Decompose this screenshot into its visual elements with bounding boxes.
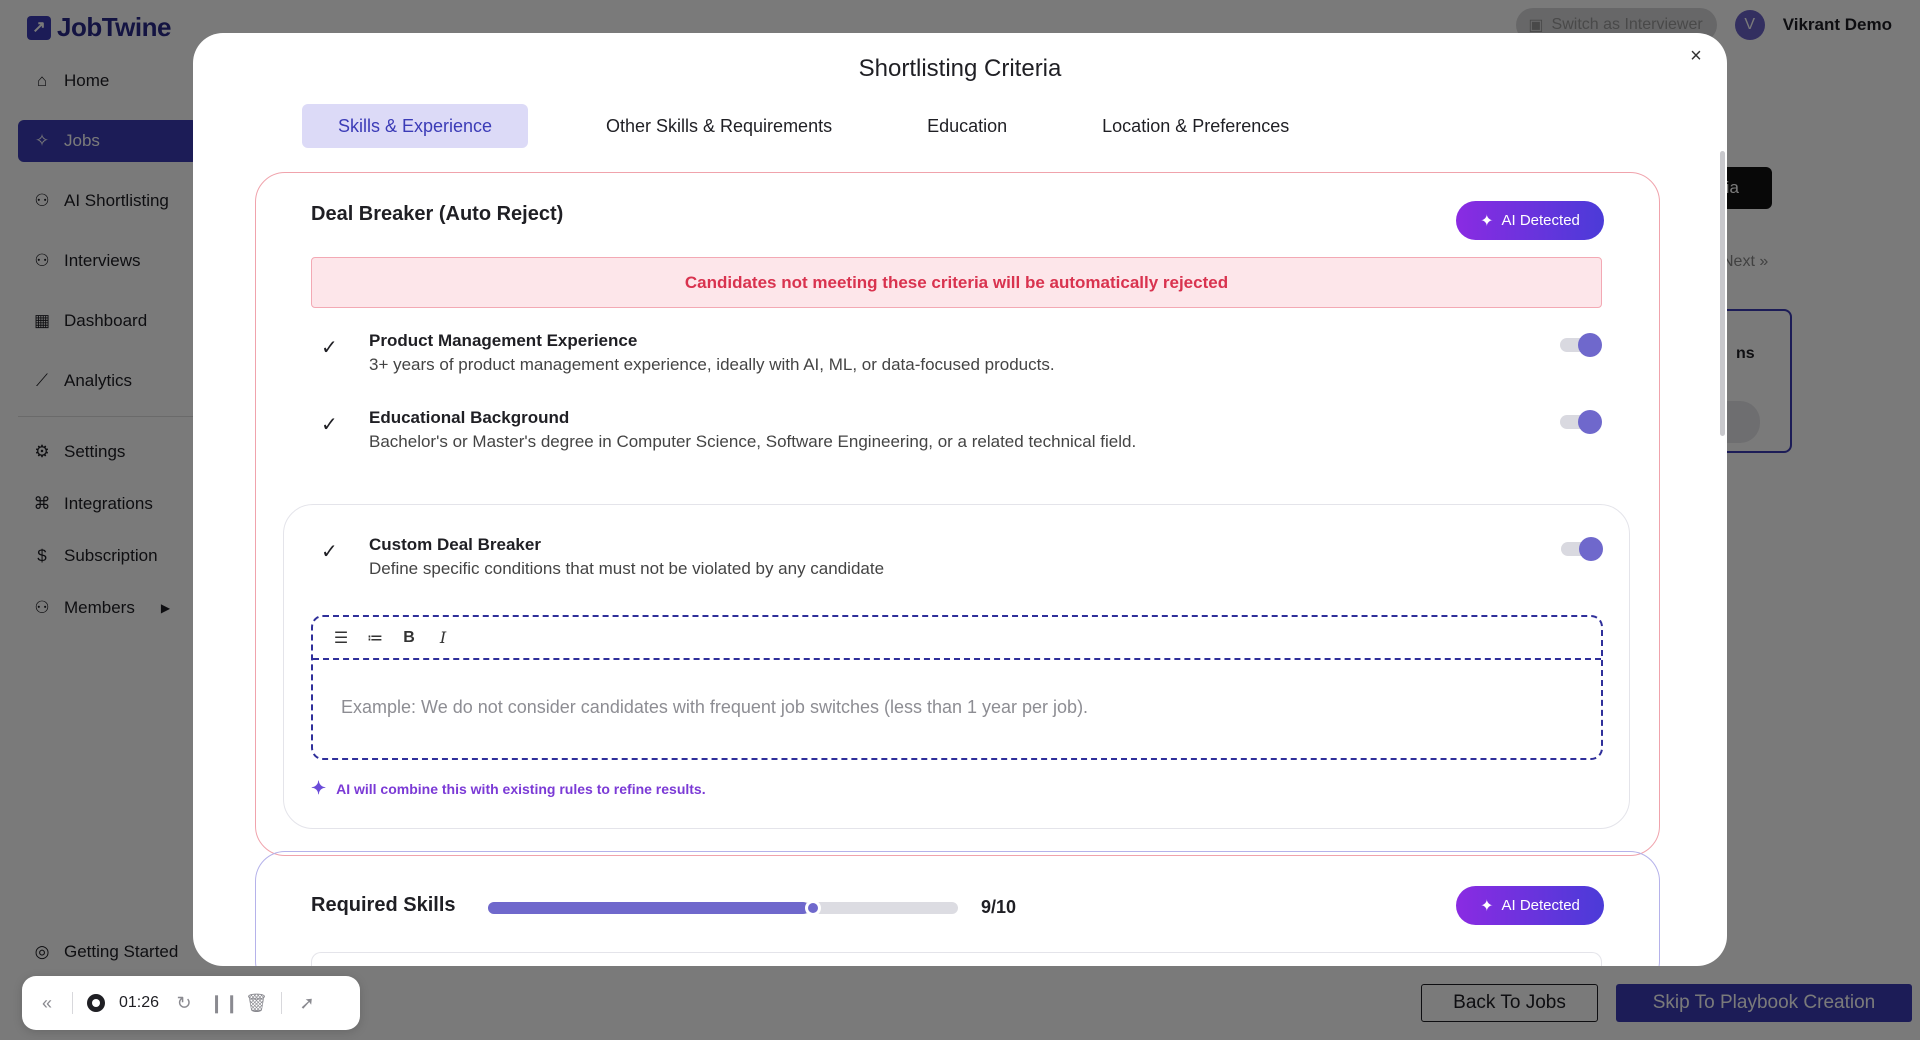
modal-scrollbar[interactable] xyxy=(1720,151,1725,436)
criterion-title: Custom Deal Breaker xyxy=(369,535,541,554)
editor-placeholder[interactable]: Example: We do not consider candidates with frequent job switches (less than 1 year per job). xyxy=(341,697,1089,717)
ai-detected-badge[interactable] xyxy=(1456,886,1604,925)
pause-icon[interactable]: ❙❙ xyxy=(209,992,240,1013)
ai-note xyxy=(311,778,706,799)
slider-fill xyxy=(488,902,809,914)
shortlisting-criteria-modal xyxy=(193,33,1727,966)
tab-location-preferences[interactable]: Location & Preferences xyxy=(1102,115,1290,136)
criterion-toggle[interactable] xyxy=(1560,410,1602,432)
recorder-separator xyxy=(281,992,282,1014)
criteria-tabs xyxy=(302,104,1289,148)
tab-other-skills[interactable]: Other Skills & Requirements xyxy=(606,115,833,136)
close-icon[interactable]: × xyxy=(1690,45,1702,67)
bullet-list-icon[interactable]: ≔ xyxy=(367,629,383,647)
recording-time: 01:26 xyxy=(119,994,160,1011)
toggle-knob xyxy=(1578,410,1602,434)
toggle-knob xyxy=(1579,537,1603,561)
criterion-description: 3+ years of product management experience, ideally with AI, ML, or data-focused products. xyxy=(369,355,1055,374)
required-skills-title: Required Skills xyxy=(311,894,456,916)
recorder-widget xyxy=(22,976,360,1030)
criterion-description: Bachelor's or Master's degree in Computer Science, Software Engineering, or a related technical field. xyxy=(369,432,1137,451)
editor-toolbar xyxy=(313,617,1601,660)
ai-badge-label: AI Detected xyxy=(1501,897,1580,914)
toggle-knob xyxy=(1578,333,1602,357)
check-icon: ✓ xyxy=(321,414,338,436)
criterion-toggle[interactable] xyxy=(1561,537,1603,559)
modal-title: Shortlisting Criteria xyxy=(858,55,1062,82)
ordered-list-icon[interactable]: ☰ xyxy=(333,629,349,647)
ai-detected-badge[interactable] xyxy=(1456,201,1604,240)
custom-deal-breaker-editor[interactable] xyxy=(311,615,1603,760)
skills-weight-slider[interactable] xyxy=(488,902,958,914)
custom-deal-breaker-card xyxy=(283,504,1630,829)
check-icon: ✓ xyxy=(321,541,338,563)
required-skills-section xyxy=(255,851,1660,966)
tab-skills-experience[interactable]: Skills & Experience xyxy=(302,104,528,148)
slider-handle[interactable] xyxy=(805,900,821,916)
deal-breaker-title: Deal Breaker (Auto Reject) xyxy=(311,203,564,225)
skills-score-label: 9/10 xyxy=(981,897,1017,917)
italic-icon[interactable]: I xyxy=(439,628,447,647)
sparkle-icon: ✦ xyxy=(1480,897,1494,915)
sparkle-icon: ✦ xyxy=(1480,212,1494,230)
recorder-separator xyxy=(72,992,73,1014)
collapse-icon[interactable]: « xyxy=(41,992,52,1013)
criterion-title: Product Management Experience xyxy=(369,331,638,350)
sparkle-icon: ✦ xyxy=(311,778,327,798)
deal-breaker-section xyxy=(255,172,1660,856)
cursor-icon[interactable]: ➚ xyxy=(299,992,315,1013)
check-icon: ✓ xyxy=(321,337,338,359)
restart-icon[interactable]: ↻ xyxy=(176,992,192,1013)
record-stop-icon[interactable] xyxy=(87,994,105,1012)
ai-badge-label: AI Detected xyxy=(1501,212,1580,229)
skills-list-container xyxy=(311,952,1602,966)
ai-note-text: AI will combine this with existing rules to refine results. xyxy=(336,780,706,797)
criterion-toggle[interactable] xyxy=(1560,333,1602,355)
criterion-description: Define specific conditions that must not be violated by any candidate xyxy=(369,559,885,578)
trash-icon[interactable]: 🗑 xyxy=(245,992,268,1013)
bold-icon[interactable]: B xyxy=(403,628,415,646)
auto-reject-warning: Candidates not meeting these criteria will be automatically rejected xyxy=(311,257,1602,308)
criterion-title: Educational Background xyxy=(369,408,570,427)
tab-education[interactable]: Education xyxy=(927,115,1008,136)
